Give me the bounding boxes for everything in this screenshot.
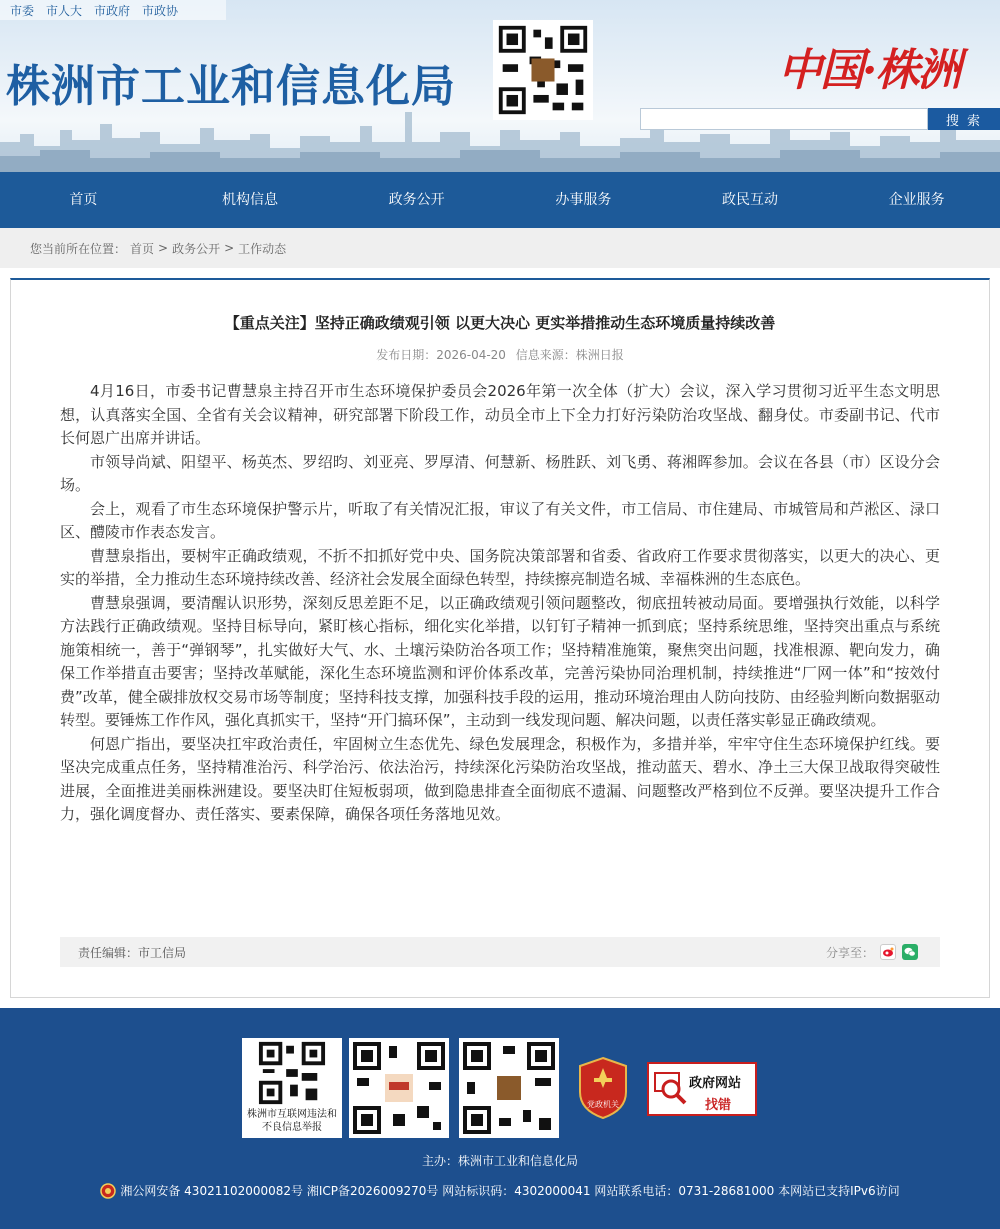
editor-bar <box>60 937 940 967</box>
footer-info <box>0 1182 1000 1199</box>
weibo-share-icon[interactable] <box>880 944 896 960</box>
responsible-editor: 责任编辑：市工信局 <box>78 945 187 960</box>
breadcrumb-prefix: 您当前所在位置： <box>30 241 127 256</box>
article-paragraph: 何恩广指出，要坚决扛牢政治责任，牢固树立生态优先、绿色发展理念，积极作为，多措并举，牢牢守住生态环境保护红线。要坚决完成重点任务，坚持精准治污、科学治污、依法治污，持续深化污染防治攻坚战，推动蓝天、碧水、净土三大保卫战取得突破性进展，全面推进美丽株洲建设。要坚决盯住短板弱项，做到隐患排查全面彻底不遗漏、问题整改严格到位不反弹。要坚决提升工作合力，强化调度督办、责任落实、要素保障，确保各项任务落地见效。 <box>60 734 940 823</box>
gov-website-error-button[interactable] <box>647 1062 757 1116</box>
breadcrumb-gov-affairs[interactable]: 政务公开 <box>172 241 221 256</box>
top-link-government[interactable]: 市政府 <box>94 3 131 18</box>
article-paragraph: 会上，观看了市生态环境保护警示片，听取了有关情况汇报，审议了有关文件，市工信局、市住建局、市城管局和芦淞区、渌口区、醴陵市作表态发言。 <box>60 499 940 541</box>
publish-date: 发布日期：2026-04-20 <box>376 348 506 362</box>
gov-website-label: 政府网站 <box>689 1076 742 1091</box>
qr-code-icon <box>493 20 593 120</box>
nav-services[interactable]: 办事服务 <box>555 192 612 208</box>
site-title: 株洲市工业和信息化局 <box>6 61 456 112</box>
breadcrumb-home[interactable]: 首页 <box>130 241 155 256</box>
top-links <box>0 0 226 20</box>
breadcrumb-work-news[interactable]: 工作动态 <box>238 241 287 256</box>
breadcrumb <box>0 228 1000 268</box>
top-link-cppcc[interactable]: 市政协 <box>142 3 179 18</box>
top-link-party[interactable]: 市委 <box>10 3 35 18</box>
nav-home[interactable]: 首页 <box>69 192 98 208</box>
main-nav <box>0 172 1000 228</box>
search-button[interactable]: 搜 索 <box>928 108 1000 130</box>
party-gov-badge-icon[interactable] <box>576 1056 630 1120</box>
top-link-congress[interactable]: 市人大 <box>46 3 83 18</box>
report-qr-code-icon <box>242 1038 342 1108</box>
find-error-label: 找错 <box>705 1098 732 1113</box>
article-paragraph: 曹慧泉强调，要清醒认识形势，深刻反思差距不足，以正确政绩观引领问题整改，彻底扭转被动局面。要增强执行效能，以科学方法践行正确政绩观。坚持目标导向，紧盯核心指标，细化实化举措，以钉钉子精神一抓到底；坚持系统思维，坚持突出重点与系统施策相统一，善于“弹钢琴”，扎实做好大气、水、土壤污染防治各项工作；坚持精准施策，聚焦突出问题，找准根源、靶向发力，确保工作举措直击要害；坚持改革赋能，深化生态环境监测和评价体系改革，完善污染协同治理机制，持续推进“厂网一体”和“按效付费”改革，健全碳排放权交易市场等制度；坚持科技支撑，加强科技手段的运用，推动环境治理由人防向技防、由经验判断向数据驱动转型。要锤炼工作作风，强化真抓实干，坚持“开门搞环保”，主动到一线发现问题、解决问题，以责任落实彰显正确政绩观。 <box>60 593 940 729</box>
breadcrumb-separator: > <box>224 241 235 255</box>
report-qr-caption: 株洲市互联网违法和不良信息举报 <box>247 1109 337 1133</box>
footer-host: 主办：株洲市工业和信息化局 <box>421 1154 578 1168</box>
magnifier-icon <box>653 1069 693 1109</box>
wechat-qr-code-icon[interactable] <box>459 1038 559 1138</box>
badge-text: 党政机关 <box>587 1100 619 1109</box>
breadcrumb-separator: > <box>158 241 169 255</box>
footer-registration: 湘公网安备 43021102000082号 湘ICP备2026009270号 网站标识码：4302000041 网站联系电话：0731-28681000 本网站已支持IPv6访问 <box>120 1184 900 1198</box>
xiangnan-qr-code-icon[interactable] <box>349 1038 449 1138</box>
article-paragraph: 市领导尚斌、阳望平、杨英杰、罗绍昀、刘亚亮、罗厚清、何慧新、杨胜跃、刘飞勇、蒋湘晖参加。会议在各县（市）区设分会场。 <box>60 452 940 494</box>
share-area <box>826 937 918 967</box>
article-paragraph: 4月16日，市委书记曹慧泉主持召开市生态环境保护委员会2026年第一次全体（扩大）会议，深入学习贯彻习近平生态文明思想，认真落实全国、全省有关会议精神，研究部署下阶段工作，动员全市上下全力打好污染防治攻坚战、翻身仗。市委副书记、代市长何恩广出席并讲话。 <box>60 382 940 447</box>
nav-interaction[interactable]: 政民互动 <box>722 192 779 208</box>
share-label: 分享至： <box>825 945 874 960</box>
nav-gov-affairs[interactable]: 政务公开 <box>388 192 445 208</box>
article-meta <box>0 346 1000 363</box>
article-title: 【重点关注】坚持正确政绩观引领 以更大决心 更实举措推动生态环境质量持续改善 <box>224 314 776 332</box>
china-zhuzhou-logo: 中国·株洲 <box>778 45 960 96</box>
report-qr-card[interactable] <box>242 1038 342 1138</box>
info-source: 信息来源：株洲日报 <box>515 348 624 362</box>
article-body <box>60 380 940 827</box>
police-emblem-icon <box>100 1183 116 1199</box>
nav-enterprise[interactable]: 企业服务 <box>888 192 945 208</box>
site-header <box>0 0 1000 172</box>
nav-org-info[interactable]: 机构信息 <box>222 192 278 208</box>
article-paragraph: 曹慧泉指出，要树牢正确政绩观，不折不扣抓好党中央、国务院决策部署和省委、省政府工作要求贯彻落实，以更大的决心、更实的举措，全力推动生态环境持续改善、经济社会发展全面绿色转型，持续擦亮制造名城、幸福株洲的生态底色。 <box>60 546 940 588</box>
search-input[interactable] <box>640 108 928 130</box>
wechat-share-icon[interactable] <box>902 944 918 960</box>
